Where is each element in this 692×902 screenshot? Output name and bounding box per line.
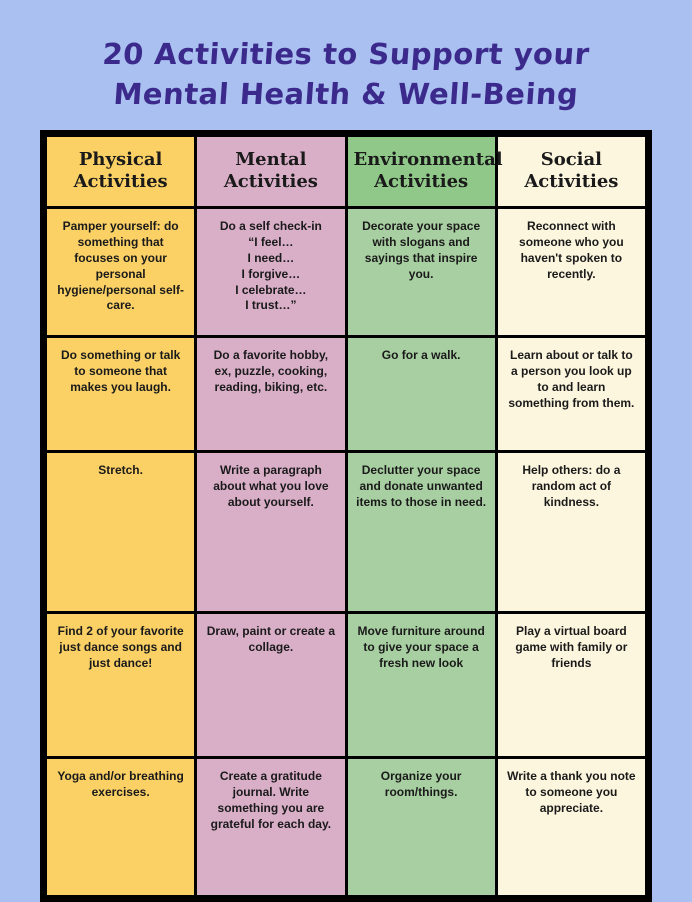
cell-environmental-5: Organize your room/things. [346, 758, 496, 897]
table-header-row [46, 136, 647, 208]
cell-mental-4: Draw, paint or create a collage. [196, 613, 346, 758]
cell-physical-5: Yoga and/or breathing exercises. [46, 758, 196, 897]
column-header-environmental [346, 136, 503, 208]
title-line-1: 20 Activities to Support your [101, 37, 591, 71]
header-social-line2: Activities [524, 170, 619, 192]
cell-environmental-1: Decorate your space with slogans and sayings that inspire you. [346, 208, 496, 337]
cell-mental-3: Write a paragraph about what you love about yourself. [196, 452, 346, 613]
activities-table [44, 134, 648, 898]
cell-mental-1-line6: I trust…” [245, 298, 297, 313]
table-row [46, 337, 647, 452]
cell-social-3: Help others: do a random act of kindness. [496, 452, 646, 613]
cell-mental-5: Create a gratitude journal. Write something you are grateful for each day. [196, 758, 346, 897]
cell-mental-1-line2: “I feel… [248, 235, 294, 250]
cell-environmental-2: Go for a walk. [346, 337, 496, 452]
header-mental-line1: Mental [235, 149, 307, 171]
cell-physical-1: Pamper yourself: do something that focuses on your personal hygiene/personal self-care. [46, 208, 196, 337]
column-header-social [496, 136, 646, 208]
cell-social-1: Reconnect with someone who you haven't spoken to recently. [496, 208, 646, 337]
activities-table-container [40, 130, 652, 902]
table-row [46, 613, 647, 758]
cell-environmental-3: Declutter your space and donate unwanted items to those in need. [346, 452, 496, 613]
column-header-mental [196, 136, 346, 208]
table-row [46, 452, 647, 613]
cell-physical-4: Find 2 of your favorite just dance songs and just dance! [46, 613, 196, 758]
cell-mental-2: Do a favorite hobby, ex, puzzle, cooking, reading, biking, etc. [196, 337, 346, 452]
header-physical-line2: Activities [73, 170, 168, 192]
cell-mental-1-line5: I celebrate… [235, 282, 307, 297]
cell-social-4: Play a virtual board game with family or friends [496, 613, 646, 758]
cell-mental-1 [196, 208, 346, 337]
cell-mental-1-line3: I need… [247, 250, 295, 265]
cell-mental-1-line4: I forgive… [241, 266, 301, 281]
table-body [46, 208, 647, 897]
title-line-2: Mental Health & Well-Being [112, 77, 580, 112]
cell-physical-3: Stretch. [46, 452, 196, 613]
column-header-physical [46, 136, 196, 208]
header-environmental-line2: Activities [374, 170, 469, 192]
cell-social-2: Learn about or talk to a person you look up to and learn something from them. [496, 337, 646, 452]
header-environmental-line1: Environmental [353, 149, 503, 171]
cell-mental-1-line1: Do a self check-in [219, 219, 322, 234]
cell-environmental-4: Move furniture around to give your space a fresh new look [346, 613, 496, 758]
header-social-line1: Social [540, 149, 603, 171]
table-row [46, 758, 647, 897]
cell-social-5: Write a thank you note to someone you appreciate. [496, 758, 646, 897]
header-physical-line1: Physical [78, 149, 163, 171]
header-mental-line2: Activities [223, 170, 318, 192]
table-row [46, 208, 647, 337]
poster-title [0, 0, 692, 114]
cell-physical-2: Do something or talk to someone that makes you laugh. [46, 337, 196, 452]
